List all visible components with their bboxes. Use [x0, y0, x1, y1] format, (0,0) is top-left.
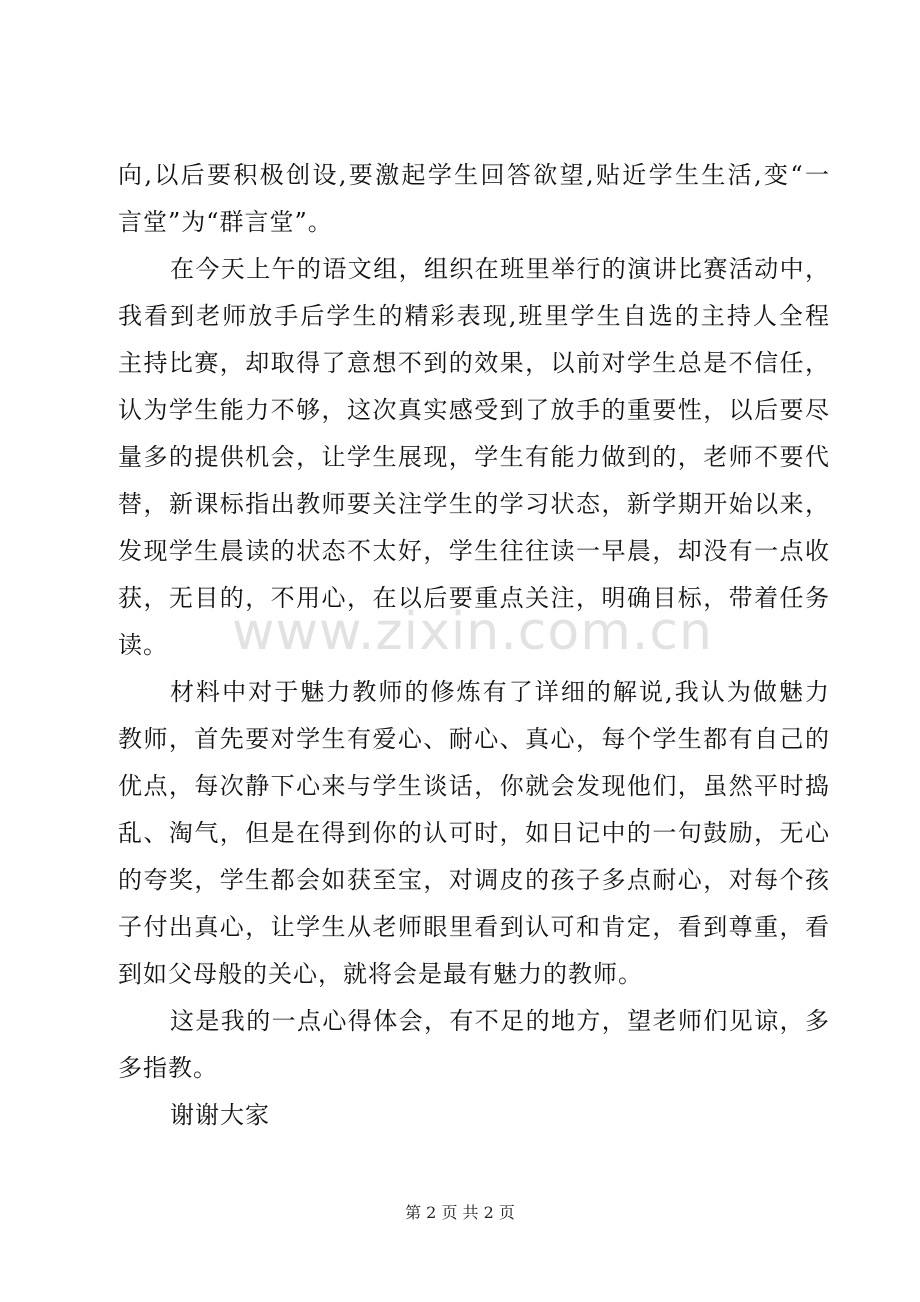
paragraph-continued: [118, 152, 830, 246]
text-line: 谢谢大家: [170, 1101, 270, 1129]
text-line: 乱、淘气，但是在得到你的认可时，如日记中的一句鼓励，无心: [118, 819, 830, 847]
text-line: 发现学生晨读的状态不太好，学生往往读一早晨，却没有一点收: [118, 537, 830, 565]
text-line: 获，无目的，不用心，在以后要重点关注，明确目标，带着任务: [118, 584, 830, 612]
text-line: 多指教。: [118, 1054, 218, 1082]
text-line: 教师，首先要对学生有爱心、耐心、真心，每个学生都有自己的: [118, 725, 830, 753]
text-line: 量多的提供机会，让学生展现，学生有能力做到的，老师不要代: [118, 443, 830, 471]
text-line: 替，新课标指出教师要关注学生的学习状态，新学期开始以来，: [118, 490, 830, 518]
text-line: 读。: [118, 631, 168, 659]
text-line: 主持比赛，却取得了意想不到的效果，以前对学生总是不信任，: [118, 349, 830, 377]
text-line: 认为学生能力不够，这次真实感受到了放手的重要性，以后要尽: [118, 396, 830, 424]
text-line: 在今天上午的语文组，组织在班里举行的演讲比赛活动中，: [170, 255, 830, 283]
watermark: www.zixin.com.cn: [232, 602, 713, 662]
page-number-footer: 第 2 页 共 2 页: [405, 1203, 515, 1222]
paragraph-charismatic-teacher: [118, 669, 830, 998]
text-line: 我看到老师放手后学生的精彩表现,班里学生自选的主持人全程: [118, 302, 830, 330]
text-line: 材料中对于魅力教师的修炼有了详细的解说,我认为做魅力: [170, 678, 830, 706]
text-line: 子付出真心，让学生从老师眼里看到认可和肯定，看到尊重，看: [118, 913, 830, 941]
text-line: 向,以后要积极创设,要激起学生回答欲望,贴近学生生活,变“一: [118, 161, 830, 189]
text-line: 这是我的一点心得体会，有不足的地方，望老师们见谅，多: [170, 1007, 830, 1035]
text-line: 优点，每次静下心来与学生谈话，你就会发现他们，虽然平时捣: [118, 772, 830, 800]
paragraph-thanks: [118, 1092, 830, 1139]
text-line: 到如父母般的关心，就将会是最有魅力的教师。: [118, 960, 643, 988]
paragraph-closing: [118, 998, 830, 1092]
text-line: 言堂”为“群言堂”。: [118, 208, 333, 236]
text-line: 的夸奖，学生都会如获至宝，对调皮的孩子多点耐心，对每个孩: [118, 866, 830, 894]
